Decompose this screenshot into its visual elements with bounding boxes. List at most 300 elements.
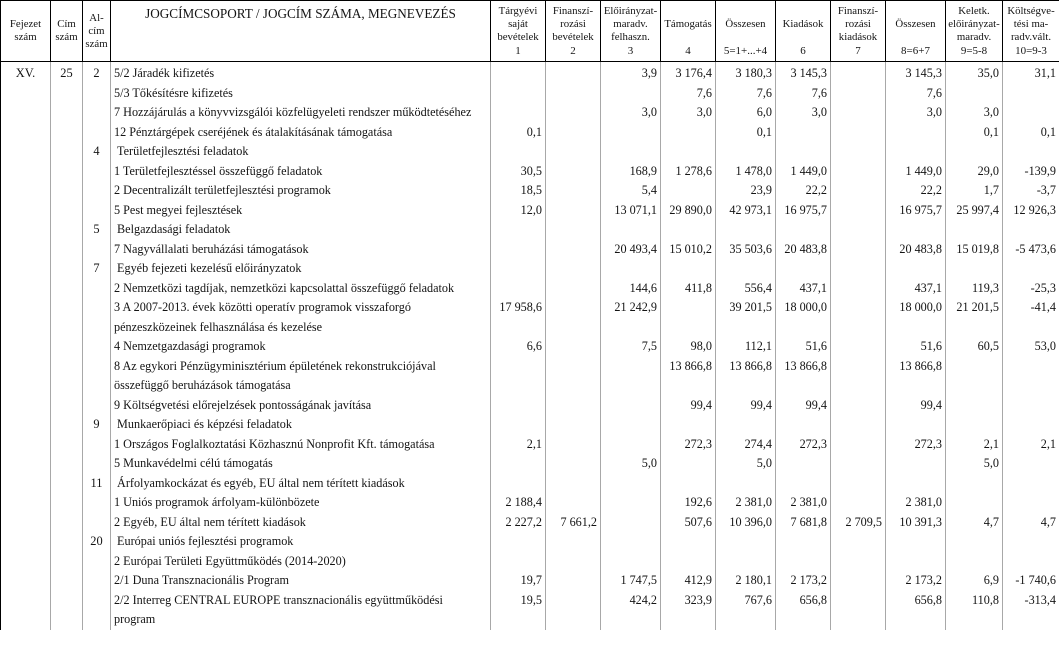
value-cell-koltsegvetesi-maradv-valt: -3,7	[1003, 181, 1059, 201]
value-cell-eloiranyzat-maradv: 1 747,5	[601, 571, 661, 591]
value-cell-kiadasok	[776, 259, 831, 279]
value-cell-kiadasok: 3 145,3	[776, 62, 831, 84]
alcim-szam-cell: 20	[83, 532, 111, 552]
table-row	[1, 591, 1059, 630]
column-header-cim-szam	[51, 1, 83, 62]
value-cell-targyevi-sajat-bevetelek: 19,7	[491, 571, 546, 591]
alcim-szam-cell	[83, 571, 111, 591]
value-cell-keletk-eloiranyzat-maradv: 35,0	[946, 62, 1003, 84]
value-cell-eloiranyzat-maradv	[601, 552, 661, 572]
column-code: 6	[800, 45, 806, 57]
value-cell-osszesen-8: 2 173,2	[886, 571, 946, 591]
table-row	[1, 435, 1059, 455]
column-header-label: Összesen	[725, 17, 766, 30]
value-cell-finanszirozasi-kiadasok	[831, 181, 886, 201]
value-cell-targyevi-sajat-bevetelek	[491, 142, 546, 162]
value-cell-finanszirozasi-bevetelek	[546, 396, 601, 416]
jogcim-name-cell: 1 Országos Foglalkoztatási Közhasznú Nonprofit Kft. támogatása	[111, 435, 491, 455]
jogcim-name-cell: 2/1 Duna Transznacionális Program	[111, 571, 491, 591]
fejezet-szam-cell	[1, 474, 51, 494]
jogcim-name-cell: Európai uniós fejlesztési programok	[111, 532, 491, 552]
value-cell-osszesen-8: 7,6	[886, 84, 946, 104]
value-cell-targyevi-sajat-bevetelek	[491, 62, 546, 84]
value-cell-finanszirozasi-bevetelek	[546, 279, 601, 299]
value-cell-koltsegvetesi-maradv-valt	[1003, 103, 1059, 123]
fejezet-szam-cell	[1, 571, 51, 591]
cim-szam-cell	[51, 84, 83, 104]
value-cell-kiadasok: 656,8	[776, 591, 831, 630]
jogcim-name-cell: 1 Területfejlesztéssel összefüggő feladatok	[111, 162, 491, 182]
value-cell-koltsegvetesi-maradv-valt	[1003, 532, 1059, 552]
alcim-szam-cell	[83, 84, 111, 104]
table-row	[1, 181, 1059, 201]
value-cell-targyevi-sajat-bevetelek: 2 227,2	[491, 513, 546, 533]
value-cell-eloiranyzat-maradv	[601, 532, 661, 552]
fejezet-szam-cell	[1, 532, 51, 552]
value-cell-koltsegvetesi-maradv-valt: 31,1	[1003, 62, 1059, 84]
value-cell-keletk-eloiranyzat-maradv: 119,3	[946, 279, 1003, 299]
value-cell-eloiranyzat-maradv	[601, 415, 661, 435]
fejezet-szam-cell	[1, 142, 51, 162]
value-cell-osszesen-5: 1 478,0	[716, 162, 776, 182]
jogcim-name-cell: 7 Nagyvállalati beruházási támogatások	[111, 240, 491, 260]
jogcim-name-cell: Belgazdasági feladatok	[111, 220, 491, 240]
value-cell-keletk-eloiranyzat-maradv: 29,0	[946, 162, 1003, 182]
fejezet-szam-cell	[1, 162, 51, 182]
table-row	[1, 201, 1059, 221]
cim-szam-cell	[51, 279, 83, 299]
column-code: 1	[515, 45, 521, 57]
value-cell-osszesen-8	[886, 415, 946, 435]
value-cell-finanszirozasi-kiadasok	[831, 142, 886, 162]
table-row	[1, 513, 1059, 533]
value-cell-keletk-eloiranyzat-maradv: 3,0	[946, 103, 1003, 123]
value-cell-keletk-eloiranyzat-maradv	[946, 84, 1003, 104]
fejezet-szam-cell	[1, 337, 51, 357]
jogcim-name-cell: 3 A 2007-2013. évek közötti operatív programok visszaforgó pénzeszközeinek felhasználása és kezelése	[111, 298, 491, 337]
column-header-label: Fejezet szám	[9, 18, 42, 43]
value-cell-tamogatas: 411,8	[661, 279, 716, 299]
value-cell-osszesen-5	[716, 552, 776, 572]
value-cell-tamogatas	[661, 474, 716, 494]
fejezet-szam-cell	[1, 591, 51, 630]
table-row	[1, 396, 1059, 416]
column-code: 5=1+...+4	[723, 45, 768, 57]
value-cell-koltsegvetesi-maradv-valt: 0,1	[1003, 123, 1059, 143]
table-row	[1, 552, 1059, 572]
value-cell-finanszirozasi-bevetelek	[546, 123, 601, 143]
value-cell-kiadasok: 13 866,8	[776, 357, 831, 396]
alcim-szam-cell	[83, 337, 111, 357]
cim-szam-cell	[51, 571, 83, 591]
value-cell-finanszirozasi-kiadasok	[831, 571, 886, 591]
value-cell-eloiranyzat-maradv: 7,5	[601, 337, 661, 357]
value-cell-koltsegvetesi-maradv-valt	[1003, 493, 1059, 513]
value-cell-koltsegvetesi-maradv-valt: -1 740,6	[1003, 571, 1059, 591]
value-cell-finanszirozasi-kiadasok	[831, 454, 886, 474]
column-code: 8=6+7	[901, 45, 930, 57]
fejezet-szam-cell	[1, 435, 51, 455]
value-cell-finanszirozasi-bevetelek	[546, 201, 601, 221]
value-cell-finanszirozasi-bevetelek	[546, 474, 601, 494]
value-cell-keletk-eloiranyzat-maradv: 25 997,4	[946, 201, 1003, 221]
value-cell-keletk-eloiranyzat-maradv: 60,5	[946, 337, 1003, 357]
jogcim-name-cell: 12 Pénztárgépek cseréjének és átalakításának támogatása	[111, 123, 491, 143]
value-cell-osszesen-8: 3 145,3	[886, 62, 946, 84]
value-cell-osszesen-8	[886, 220, 946, 240]
cim-szam-cell	[51, 435, 83, 455]
value-cell-targyevi-sajat-bevetelek	[491, 259, 546, 279]
value-cell-finanszirozasi-kiadasok	[831, 474, 886, 494]
value-cell-osszesen-5: 7,6	[716, 84, 776, 104]
value-cell-tamogatas: 98,0	[661, 337, 716, 357]
value-cell-tamogatas: 1 278,6	[661, 162, 716, 182]
value-cell-kiadasok	[776, 532, 831, 552]
value-cell-kiadasok: 7 681,8	[776, 513, 831, 533]
jogcim-name-cell: Munkaerőpiaci és képzési feladatok	[111, 415, 491, 435]
value-cell-koltsegvetesi-maradv-valt	[1003, 474, 1059, 494]
value-cell-osszesen-5: 13 866,8	[716, 357, 776, 396]
value-cell-osszesen-8: 656,8	[886, 591, 946, 630]
value-cell-osszesen-8: 1 449,0	[886, 162, 946, 182]
jogcim-name-cell: Árfolyamkockázat és egyéb, EU által nem térített kiadások	[111, 474, 491, 494]
value-cell-osszesen-8	[886, 552, 946, 572]
value-cell-kiadasok: 272,3	[776, 435, 831, 455]
jogcim-name-cell: Területfejlesztési feladatok	[111, 142, 491, 162]
value-cell-tamogatas	[661, 532, 716, 552]
column-header-tamogatas	[661, 1, 716, 62]
value-cell-koltsegvetesi-maradv-valt	[1003, 259, 1059, 279]
table-body	[1, 62, 1059, 630]
value-cell-finanszirozasi-kiadasok	[831, 591, 886, 630]
value-cell-finanszirozasi-kiadasok	[831, 201, 886, 221]
column-header-megnevezes	[111, 1, 491, 62]
value-cell-finanszirozasi-kiadasok	[831, 259, 886, 279]
alcim-szam-cell	[83, 279, 111, 299]
table-row	[1, 298, 1059, 337]
value-cell-osszesen-8: 18 000,0	[886, 298, 946, 337]
value-cell-targyevi-sajat-bevetelek	[491, 240, 546, 260]
value-cell-kiadasok: 7,6	[776, 84, 831, 104]
column-header-label: Finanszí- rozási bevételek	[552, 4, 594, 43]
value-cell-osszesen-5: 767,6	[716, 591, 776, 630]
value-cell-keletk-eloiranyzat-maradv: 4,7	[946, 513, 1003, 533]
value-cell-keletk-eloiranyzat-maradv	[946, 493, 1003, 513]
column-header-fejezet-szam	[1, 1, 51, 62]
value-cell-tamogatas: 3 176,4	[661, 62, 716, 84]
value-cell-osszesen-8	[886, 123, 946, 143]
value-cell-finanszirozasi-bevetelek	[546, 552, 601, 572]
value-cell-finanszirozasi-kiadasok	[831, 220, 886, 240]
fejezet-szam-cell	[1, 123, 51, 143]
value-cell-keletk-eloiranyzat-maradv	[946, 142, 1003, 162]
value-cell-keletk-eloiranyzat-maradv	[946, 396, 1003, 416]
cim-szam-cell	[51, 454, 83, 474]
value-cell-finanszirozasi-bevetelek	[546, 415, 601, 435]
value-cell-finanszirozasi-kiadasok	[831, 396, 886, 416]
value-cell-tamogatas	[661, 181, 716, 201]
value-cell-eloiranyzat-maradv: 5,0	[601, 454, 661, 474]
table-row	[1, 142, 1059, 162]
cim-szam-cell	[51, 493, 83, 513]
value-cell-eloiranyzat-maradv: 3,0	[601, 103, 661, 123]
value-cell-tamogatas	[661, 259, 716, 279]
value-cell-finanszirozasi-kiadasok	[831, 103, 886, 123]
value-cell-osszesen-8: 51,6	[886, 337, 946, 357]
value-cell-osszesen-5: 42 973,1	[716, 201, 776, 221]
value-cell-osszesen-8: 13 866,8	[886, 357, 946, 396]
column-header-osszesen-5	[716, 1, 776, 62]
value-cell-finanszirozasi-bevetelek	[546, 220, 601, 240]
value-cell-eloiranyzat-maradv	[601, 142, 661, 162]
table-row	[1, 474, 1059, 494]
value-cell-osszesen-5: 556,4	[716, 279, 776, 299]
value-cell-finanszirozasi-bevetelek	[546, 454, 601, 474]
value-cell-targyevi-sajat-bevetelek: 19,5	[491, 591, 546, 630]
value-cell-osszesen-8: 20 483,8	[886, 240, 946, 260]
value-cell-osszesen-5: 5,0	[716, 454, 776, 474]
jogcim-name-cell: 5 Pest megyei fejlesztések	[111, 201, 491, 221]
value-cell-eloiranyzat-maradv	[601, 493, 661, 513]
fejezet-szam-cell: XV.	[1, 62, 51, 84]
value-cell-keletk-eloiranyzat-maradv	[946, 259, 1003, 279]
value-cell-finanszirozasi-bevetelek	[546, 571, 601, 591]
alcim-szam-cell	[83, 435, 111, 455]
table-row	[1, 84, 1059, 104]
value-cell-eloiranyzat-maradv	[601, 513, 661, 533]
value-cell-osszesen-5: 0,1	[716, 123, 776, 143]
value-cell-osszesen-8: 3,0	[886, 103, 946, 123]
value-cell-eloiranyzat-maradv: 424,2	[601, 591, 661, 630]
value-cell-koltsegvetesi-maradv-valt	[1003, 552, 1059, 572]
value-cell-tamogatas	[661, 454, 716, 474]
cim-szam-cell	[51, 259, 83, 279]
cim-szam-cell	[51, 415, 83, 435]
value-cell-finanszirozasi-kiadasok	[831, 337, 886, 357]
jogcim-name-cell: 5/2 Járadék kifizetés	[111, 62, 491, 84]
value-cell-finanszirozasi-kiadasok	[831, 357, 886, 396]
value-cell-tamogatas: 13 866,8	[661, 357, 716, 396]
alcim-szam-cell	[83, 123, 111, 143]
fejezet-szam-cell	[1, 84, 51, 104]
value-cell-targyevi-sajat-bevetelek	[491, 220, 546, 240]
value-cell-osszesen-8: 272,3	[886, 435, 946, 455]
column-header-label: Cím szám	[55, 18, 78, 43]
value-cell-osszesen-5: 274,4	[716, 435, 776, 455]
value-cell-finanszirozasi-kiadasok	[831, 62, 886, 84]
column-code: 7	[855, 45, 861, 57]
alcim-szam-cell: 5	[83, 220, 111, 240]
cim-szam-cell	[51, 162, 83, 182]
fejezet-szam-cell	[1, 454, 51, 474]
value-cell-keletk-eloiranyzat-maradv: 5,0	[946, 454, 1003, 474]
value-cell-tamogatas: 3,0	[661, 103, 716, 123]
table-row	[1, 259, 1059, 279]
value-cell-tamogatas: 15 010,2	[661, 240, 716, 260]
value-cell-kiadasok	[776, 454, 831, 474]
table-row	[1, 162, 1059, 182]
value-cell-finanszirozasi-bevetelek	[546, 259, 601, 279]
value-cell-koltsegvetesi-maradv-valt	[1003, 415, 1059, 435]
jogcim-name-cell: 5 Munkavédelmi célú támogatás	[111, 454, 491, 474]
column-header-keletk-eloiranyzat-maradv	[946, 1, 1003, 62]
value-cell-osszesen-8	[886, 474, 946, 494]
alcim-szam-cell: 9	[83, 415, 111, 435]
value-cell-osszesen-8	[886, 142, 946, 162]
value-cell-finanszirozasi-bevetelek	[546, 357, 601, 396]
alcim-szam-cell	[83, 181, 111, 201]
value-cell-finanszirozasi-bevetelek	[546, 337, 601, 357]
value-cell-targyevi-sajat-bevetelek	[491, 532, 546, 552]
value-cell-kiadasok	[776, 123, 831, 143]
cim-szam-cell	[51, 396, 83, 416]
column-code: 4	[685, 45, 691, 57]
table-row	[1, 279, 1059, 299]
jogcim-name-cell: 2/2 Interreg CENTRAL EUROPE transznacionális együttműködési program	[111, 591, 491, 630]
value-cell-kiadasok: 2 381,0	[776, 493, 831, 513]
jogcim-name-cell: 2 Egyéb, EU által nem térített kiadások	[111, 513, 491, 533]
value-cell-eloiranyzat-maradv	[601, 123, 661, 143]
value-cell-keletk-eloiranyzat-maradv	[946, 220, 1003, 240]
value-cell-finanszirozasi-bevetelek	[546, 181, 601, 201]
value-cell-kiadasok: 99,4	[776, 396, 831, 416]
value-cell-kiadasok: 16 975,7	[776, 201, 831, 221]
value-cell-osszesen-8	[886, 454, 946, 474]
value-cell-kiadasok: 18 000,0	[776, 298, 831, 337]
value-cell-kiadasok	[776, 220, 831, 240]
jogcim-name-cell: 1 Uniós programok árfolyam-különbözete	[111, 493, 491, 513]
fejezet-szam-cell	[1, 220, 51, 240]
value-cell-osszesen-5: 6,0	[716, 103, 776, 123]
value-cell-kiadasok	[776, 415, 831, 435]
column-header-finanszirozasi-kiadasok	[831, 1, 886, 62]
table-header	[1, 1, 1059, 62]
alcim-szam-cell	[83, 201, 111, 221]
value-cell-tamogatas: 29 890,0	[661, 201, 716, 221]
cim-szam-cell	[51, 240, 83, 260]
value-cell-finanszirozasi-bevetelek	[546, 493, 601, 513]
table-row	[1, 454, 1059, 474]
value-cell-koltsegvetesi-maradv-valt	[1003, 142, 1059, 162]
value-cell-keletk-eloiranyzat-maradv	[946, 474, 1003, 494]
cim-szam-cell	[51, 103, 83, 123]
fejezet-szam-cell	[1, 552, 51, 572]
table-row	[1, 337, 1059, 357]
jogcim-name-cell: 2 Európai Területi Együttműködés (2014-2020)	[111, 552, 491, 572]
value-cell-koltsegvetesi-maradv-valt: -41,4	[1003, 298, 1059, 337]
value-cell-koltsegvetesi-maradv-valt: 53,0	[1003, 337, 1059, 357]
value-cell-targyevi-sajat-bevetelek: 0,1	[491, 123, 546, 143]
column-code: 9=5-8	[960, 45, 988, 57]
value-cell-osszesen-5: 2 381,0	[716, 493, 776, 513]
fejezet-szam-cell	[1, 279, 51, 299]
alcim-szam-cell: 4	[83, 142, 111, 162]
value-cell-finanszirozasi-bevetelek	[546, 62, 601, 84]
cim-szam-cell	[51, 337, 83, 357]
column-header-finanszirozasi-bevetelek	[546, 1, 601, 62]
value-cell-osszesen-5	[716, 415, 776, 435]
value-cell-kiadasok	[776, 474, 831, 494]
value-cell-targyevi-sajat-bevetelek	[491, 279, 546, 299]
alcim-szam-cell: 11	[83, 474, 111, 494]
value-cell-tamogatas: 412,9	[661, 571, 716, 591]
column-header-osszesen-8	[886, 1, 946, 62]
fejezet-szam-cell	[1, 396, 51, 416]
value-cell-tamogatas	[661, 298, 716, 337]
value-cell-kiadasok: 2 173,2	[776, 571, 831, 591]
value-cell-finanszirozasi-kiadasok	[831, 532, 886, 552]
value-cell-osszesen-8: 22,2	[886, 181, 946, 201]
value-cell-finanszirozasi-bevetelek	[546, 162, 601, 182]
value-cell-osszesen-5	[716, 474, 776, 494]
cim-szam-cell	[51, 201, 83, 221]
value-cell-keletk-eloiranyzat-maradv: 110,8	[946, 591, 1003, 630]
value-cell-tamogatas	[661, 415, 716, 435]
alcim-szam-cell	[83, 298, 111, 337]
column-header-label: Támogatás	[664, 17, 712, 30]
cim-szam-cell	[51, 474, 83, 494]
value-cell-kiadasok	[776, 552, 831, 572]
table-row	[1, 123, 1059, 143]
value-cell-eloiranyzat-maradv	[601, 435, 661, 455]
value-cell-targyevi-sajat-bevetelek	[491, 396, 546, 416]
value-cell-finanszirozasi-kiadasok	[831, 493, 886, 513]
column-code: 3	[627, 45, 634, 57]
fejezet-szam-cell	[1, 415, 51, 435]
value-cell-targyevi-sajat-bevetelek: 30,5	[491, 162, 546, 182]
value-cell-koltsegvetesi-maradv-valt: -25,3	[1003, 279, 1059, 299]
value-cell-targyevi-sajat-bevetelek	[491, 103, 546, 123]
value-cell-eloiranyzat-maradv: 20 493,4	[601, 240, 661, 260]
value-cell-keletk-eloiranyzat-maradv	[946, 415, 1003, 435]
value-cell-osszesen-5	[716, 142, 776, 162]
value-cell-kiadasok: 51,6	[776, 337, 831, 357]
value-cell-keletk-eloiranyzat-maradv: 1,7	[946, 181, 1003, 201]
value-cell-finanszirozasi-kiadasok	[831, 415, 886, 435]
fejezet-szam-cell	[1, 513, 51, 533]
value-cell-osszesen-8	[886, 532, 946, 552]
column-header-eloiranyzat-maradv	[601, 1, 661, 62]
alcim-szam-cell	[83, 396, 111, 416]
cim-szam-cell	[51, 513, 83, 533]
value-cell-koltsegvetesi-maradv-valt	[1003, 220, 1059, 240]
value-cell-finanszirozasi-bevetelek	[546, 84, 601, 104]
value-cell-tamogatas: 323,9	[661, 591, 716, 630]
value-cell-finanszirozasi-bevetelek	[546, 142, 601, 162]
column-header-label: Finanszí- rozási kiadások	[837, 4, 879, 43]
value-cell-targyevi-sajat-bevetelek: 17 958,6	[491, 298, 546, 337]
value-cell-osszesen-8: 2 381,0	[886, 493, 946, 513]
fejezet-szam-cell	[1, 103, 51, 123]
cim-szam-cell	[51, 357, 83, 396]
table-row	[1, 571, 1059, 591]
value-cell-targyevi-sajat-bevetelek: 6,6	[491, 337, 546, 357]
value-cell-osszesen-5: 39 201,5	[716, 298, 776, 337]
column-header-koltsegvetesi-maradv-valt	[1003, 1, 1059, 62]
value-cell-eloiranyzat-maradv	[601, 396, 661, 416]
value-cell-eloiranyzat-maradv: 144,6	[601, 279, 661, 299]
fejezet-szam-cell	[1, 259, 51, 279]
cim-szam-cell	[51, 552, 83, 572]
value-cell-kiadasok: 437,1	[776, 279, 831, 299]
cim-szam-cell	[51, 298, 83, 337]
table-row	[1, 103, 1059, 123]
value-cell-koltsegvetesi-maradv-valt	[1003, 454, 1059, 474]
table-row	[1, 240, 1059, 260]
table-row	[1, 532, 1059, 552]
value-cell-keletk-eloiranyzat-maradv: 2,1	[946, 435, 1003, 455]
value-cell-finanszirozasi-bevetelek: 7 661,2	[546, 513, 601, 533]
